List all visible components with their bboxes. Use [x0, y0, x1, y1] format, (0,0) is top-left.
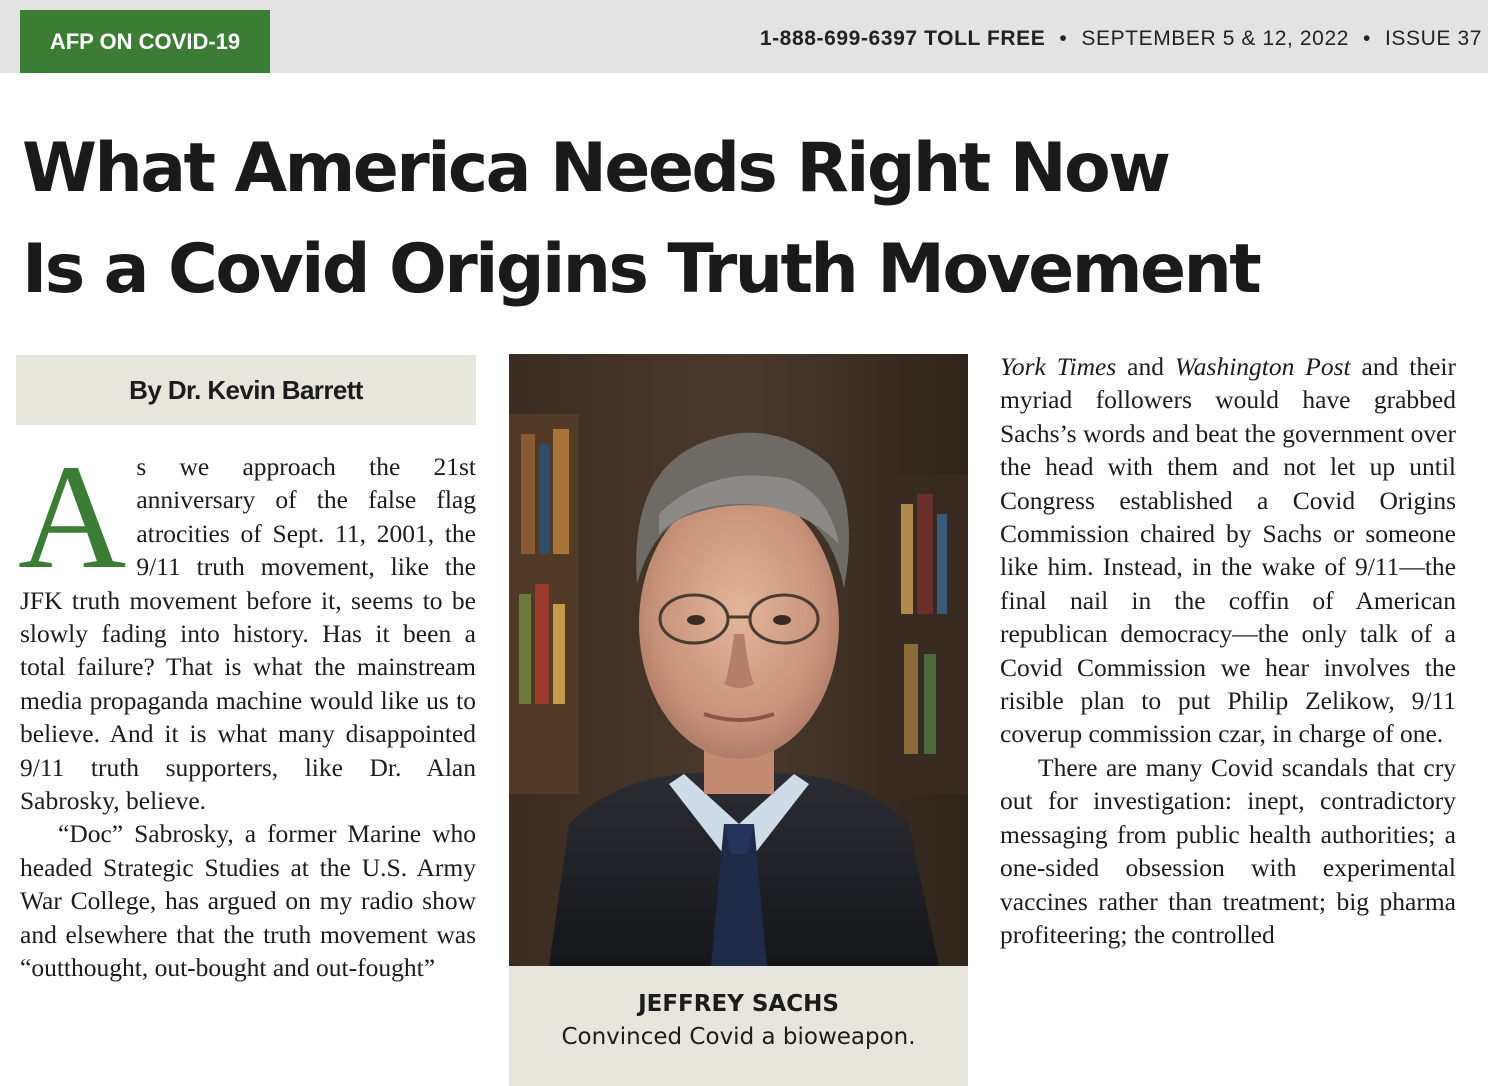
- headline-line-1: What America Needs Right Now: [22, 129, 1169, 208]
- section-tag: AFP ON COVID-19: [20, 10, 270, 73]
- article-column-right: [1000, 350, 1456, 951]
- headline: [22, 118, 1259, 320]
- byline: By Dr. Kevin Barrett: [129, 375, 363, 405]
- article-paragraph: [1000, 350, 1456, 751]
- author-photo: [509, 354, 968, 966]
- article-paragraph: There are many Covid scandals that cry out for investigation: inept, contradictory messaging from public health authorities; a one-sided obsession with experimental vaccines rather than treatment; big pharma profiteering; the controlled: [1000, 752, 1456, 949]
- publication-name: York Times: [1000, 352, 1117, 381]
- toll-free-phone: 1-888-699-6397 TOLL FREE: [759, 27, 1046, 50]
- drop-cap: A: [18, 434, 127, 600]
- caption-name: JEFFREY SACHS: [638, 991, 839, 1017]
- masthead-info: [760, 10, 1482, 68]
- paragraph-text: and their myriad followers would have grabbed Sachs’s words and beat the government over the head with them and not let up until Congress established a Covid Origins Commission chaired by Sachs or someone like him. Instead, in the wake of 9/11—the final nail in the coffin of American republican democracy—the only talk of a Covid Commission we hear involves the risible plan to put Philip Zelikow, 9/11 coverup commission czar, in charge of one.: [1000, 352, 1456, 749]
- header-bar: [0, 0, 1488, 73]
- paragraph-text: and: [1116, 352, 1175, 381]
- separator-dot: •: [1363, 27, 1371, 50]
- separator-dot: •: [1059, 27, 1068, 50]
- issue-date: SEPTEMBER 5 & 12, 2022: [1081, 27, 1350, 50]
- paragraph-text: s we approach the 21st anniversary of the false flag atrocities of Sept. 11, 2001, the 9/11 truth movement, like the JFK truth movement before it, seems to be slowly fading into history. Has it been a total failure? That is what the mainstream media propaganda machine would like us to believe. And it is what many disappointed 9/11 truth supporters, like Dr. Alan Sabrosky, believe.: [20, 452, 476, 816]
- article-paragraph: [18, 434, 476, 817]
- publication-name: Washington Post: [1174, 352, 1351, 381]
- article-paragraph: “Doc” Sabrosky, a former Marine who headed Strategic Studies at the U.S. Army War College, has argued on my radio show and elsewhere that the truth movement was “outthought, out-bought and out-fought”: [20, 819, 476, 983]
- caption-text: Convinced Covid a bioweapon.: [561, 1024, 916, 1050]
- headline-line-2: Is a Covid Origins Truth Movement: [22, 230, 1260, 309]
- portrait-image: [509, 354, 968, 966]
- article-column-left: [18, 434, 476, 985]
- photo-caption: [509, 966, 968, 1086]
- issue-number: ISSUE 37: [1384, 27, 1482, 50]
- byline-box: [16, 355, 476, 425]
